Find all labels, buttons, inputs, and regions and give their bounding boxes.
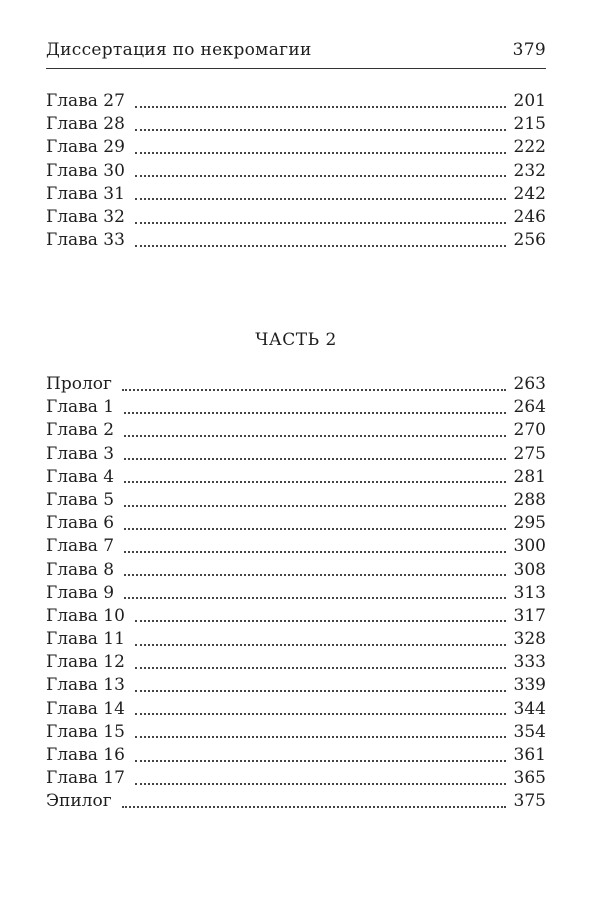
toc-entry: [46, 466, 546, 489]
page-number: 379: [512, 40, 546, 60]
toc-entry: [46, 582, 546, 605]
running-head: [46, 40, 546, 64]
toc-entry-label: Глава 32: [46, 206, 125, 227]
toc-entry: [46, 790, 546, 813]
toc-entry-page: 242: [513, 183, 546, 204]
dot-leader: [135, 713, 506, 715]
toc-entry-page: 270: [513, 420, 546, 441]
toc-entry: [46, 605, 546, 628]
toc-entry: [46, 90, 546, 113]
toc-entry-label: Глава 14: [46, 698, 125, 719]
toc-entry-page: 365: [513, 768, 546, 789]
part2-heading: ЧАСТЬ 2: [255, 330, 337, 350]
dot-leader: [124, 597, 505, 599]
toc-entry-label: Глава 33: [46, 230, 125, 251]
dot-leader: [135, 736, 506, 738]
toc-entry-page: 344: [513, 698, 546, 719]
toc-part2-list: [46, 373, 546, 814]
toc-entry: [46, 229, 546, 252]
toc-entry-label: Глава 13: [46, 675, 125, 696]
toc-entry: [46, 183, 546, 206]
toc-entry-label: Глава 16: [46, 745, 125, 765]
toc-entry-label: Глава 10: [46, 605, 125, 626]
dot-leader: [124, 551, 505, 553]
dot-leader: [122, 806, 506, 808]
toc-entry-page: 263: [513, 374, 546, 394]
dot-leader: [124, 458, 505, 460]
toc-entry-page: 354: [513, 721, 546, 742]
toc-entry: [46, 721, 546, 744]
toc-entry-page: 275: [513, 443, 546, 464]
toc-entry-label: Глава 9: [46, 582, 115, 603]
dot-leader: [124, 435, 505, 437]
header-rule: [46, 68, 546, 69]
dot-leader: [135, 175, 506, 177]
toc-entry: [46, 698, 546, 721]
dot-leader: [124, 481, 505, 483]
toc-entry: [46, 396, 546, 419]
toc-entry-page: 222: [513, 137, 546, 158]
toc-part1-list: [46, 90, 546, 252]
toc-entry: [46, 628, 546, 651]
toc-entry-page: 295: [513, 513, 546, 534]
toc-entry-label: Глава 4: [46, 466, 115, 487]
toc-entry-label: Глава 31: [46, 183, 125, 204]
toc-entry: [46, 373, 546, 396]
toc-entry-label: Глава 30: [46, 160, 125, 181]
toc-entry-label: Глава 15: [46, 721, 125, 742]
dot-leader: [122, 389, 506, 391]
toc-entry-page: 201: [513, 91, 546, 111]
dot-leader: [135, 222, 506, 224]
toc-entry-page: 339: [513, 675, 546, 696]
toc-entry: [46, 206, 546, 229]
toc-entry-page: 288: [513, 489, 546, 510]
toc-entry: [46, 744, 546, 767]
dot-leader: [135, 783, 506, 785]
toc-entry: [46, 651, 546, 674]
toc-entry-label: Глава 8: [46, 559, 115, 580]
toc-entry: [46, 160, 546, 183]
toc-entry-page: 264: [513, 397, 546, 418]
toc-entry-page: 313: [513, 582, 546, 603]
toc-entry-page: 281: [513, 466, 546, 487]
toc-entry: [46, 443, 546, 466]
toc-entry-page: 317: [513, 605, 546, 626]
dot-leader: [124, 505, 505, 507]
toc-entry-page: 232: [513, 160, 546, 181]
dot-leader: [124, 528, 505, 530]
toc-entry-label: Эпилог: [46, 791, 112, 812]
dot-leader: [135, 760, 506, 762]
toc-entry-page: 308: [513, 559, 546, 580]
toc-entry-page: 300: [513, 536, 546, 557]
toc-entry: [46, 535, 546, 558]
dot-leader: [135, 198, 506, 200]
dot-leader: [135, 245, 506, 247]
dot-leader: [135, 667, 506, 669]
toc-entry: [46, 767, 546, 790]
toc-entry: [46, 113, 546, 136]
toc-entry-label: Глава 27: [46, 91, 125, 111]
toc-entry-page: 246: [513, 206, 546, 227]
toc-entry: [46, 674, 546, 697]
dot-leader: [135, 129, 506, 131]
dot-leader: [135, 690, 506, 692]
toc-entry-label: Глава 11: [46, 629, 125, 650]
toc-entry-label: Глава 5: [46, 489, 115, 510]
toc-entry-label: Глава 29: [46, 137, 125, 158]
dot-leader: [124, 574, 505, 576]
toc-entry-label: Глава 17: [46, 768, 125, 789]
dot-leader: [124, 412, 505, 414]
toc-entry: [46, 559, 546, 582]
dot-leader: [135, 620, 506, 622]
toc-entry-label: Глава 3: [46, 443, 115, 464]
toc-entry-label: Глава 1: [46, 397, 115, 418]
toc-entry: [46, 136, 546, 159]
toc-entry-label: Глава 28: [46, 114, 125, 135]
toc-entry-label: Пролог: [46, 374, 112, 394]
running-head-title: Диссертация по некромагии: [46, 40, 312, 60]
toc-entry-page: 333: [513, 652, 546, 673]
toc-entry: [46, 489, 546, 512]
dot-leader: [135, 152, 506, 154]
toc-entry-page: 361: [513, 745, 546, 765]
toc-entry-page: 256: [513, 230, 546, 251]
toc-entry-page: 375: [513, 791, 546, 812]
toc-entry: [46, 512, 546, 535]
toc-entry-label: Глава 12: [46, 652, 125, 673]
toc-entry-page: 328: [513, 629, 546, 650]
toc-entry-label: Глава 7: [46, 536, 115, 557]
toc-entry: [46, 419, 546, 442]
dot-leader: [135, 644, 506, 646]
toc-entry-label: Глава 2: [46, 420, 115, 441]
toc-entry-label: Глава 6: [46, 513, 115, 534]
toc-entry-page: 215: [513, 114, 546, 135]
dot-leader: [135, 106, 506, 108]
